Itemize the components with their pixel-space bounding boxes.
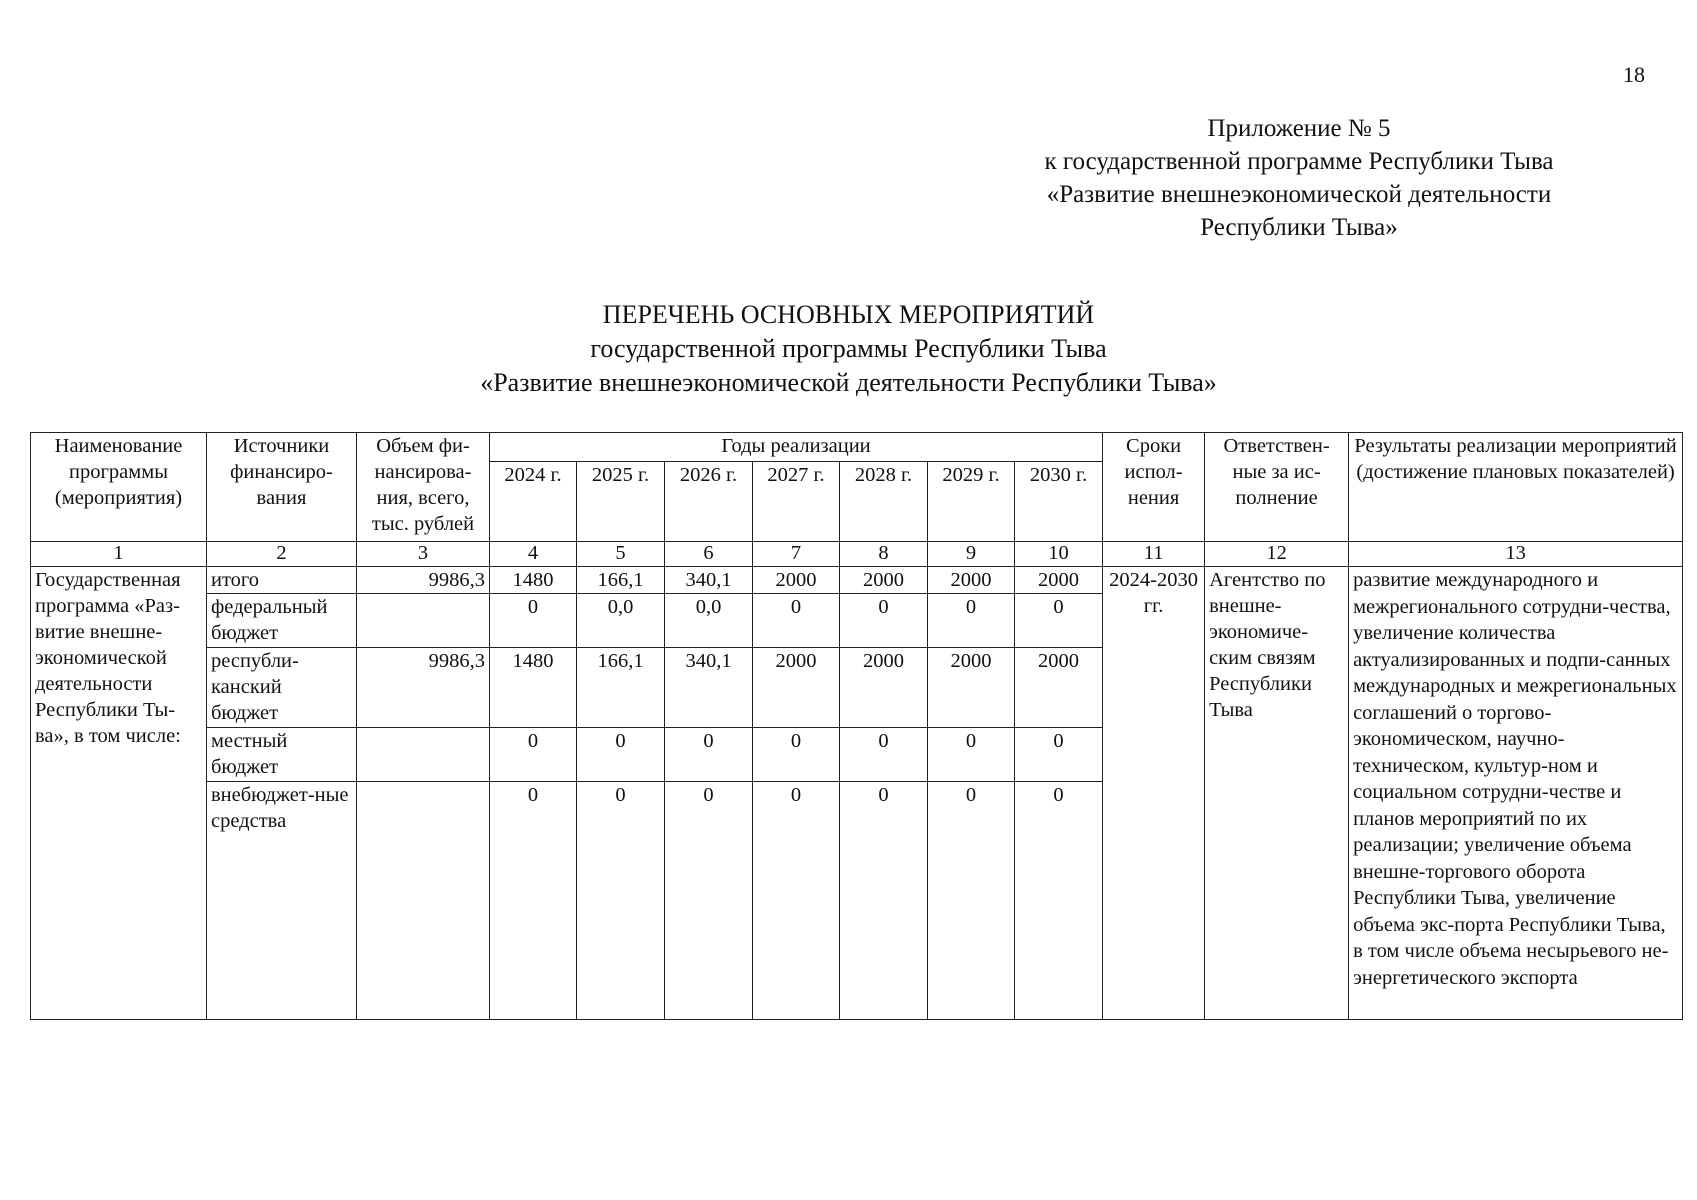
year-value-cell: 0 <box>665 782 753 1020</box>
appendix-line-1: Приложение № 5 <box>1207 115 1391 142</box>
year-value-cell: 2000 <box>1015 567 1103 594</box>
year-value-cell: 0 <box>840 728 928 782</box>
column-number: 7 <box>753 542 840 567</box>
year-value-cell: 166,1 <box>577 567 665 594</box>
document-title <box>0 298 1697 400</box>
year-value-cell: 1480 <box>490 648 577 728</box>
header-responsible: Ответствен-ные за ис-полнение <box>1205 433 1349 542</box>
column-number: 12 <box>1205 542 1349 567</box>
year-value-cell: 0 <box>928 594 1015 648</box>
column-number: 8 <box>840 542 928 567</box>
year-value-cell: 0 <box>1015 728 1103 782</box>
year-value-cell: 0 <box>753 728 840 782</box>
column-number: 6 <box>665 542 753 567</box>
column-number: 13 <box>1349 542 1683 567</box>
year-value-cell: 0 <box>1015 594 1103 648</box>
title-line-3: «Развитие внешнеэкономической деятельности Республики Тыва» <box>480 368 1217 397</box>
column-number-row <box>31 542 1683 567</box>
header-results: Результаты реализации мероприятий (достижение плановых показателей) <box>1349 433 1683 542</box>
year-value-cell: 0 <box>490 728 577 782</box>
year-value-cell: 2000 <box>1015 648 1103 728</box>
source-cell: внебюджет-ные средства <box>207 782 357 1020</box>
measures-table <box>30 432 1683 1020</box>
volume-cell <box>357 594 490 648</box>
source-cell: республи-канский бюджет <box>207 648 357 728</box>
volume-cell <box>357 782 490 1020</box>
year-value-cell: 0,0 <box>577 594 665 648</box>
header-year-2026: 2026 г. <box>665 462 753 542</box>
source-cell: федеральный бюджет <box>207 594 357 648</box>
source-cell: местный бюджет <box>207 728 357 782</box>
year-value-cell: 0 <box>840 594 928 648</box>
page-number: 18 <box>1623 62 1645 87</box>
column-number: 10 <box>1015 542 1103 567</box>
header-year-2027: 2027 г. <box>753 462 840 542</box>
column-number: 4 <box>490 542 577 567</box>
year-value-cell: 0 <box>753 782 840 1020</box>
responsible-cell: Агентство по внешне-экономиче-ским связям Республики Тыва <box>1205 567 1349 1020</box>
table-row <box>31 567 1683 594</box>
year-value-cell: 340,1 <box>665 567 753 594</box>
year-value-cell: 2000 <box>928 567 1015 594</box>
year-value-cell: 0 <box>577 728 665 782</box>
year-value-cell: 0 <box>490 782 577 1020</box>
year-value-cell: 2000 <box>753 648 840 728</box>
year-value-cell: 0 <box>840 782 928 1020</box>
volume-cell: 9986,3 <box>357 567 490 594</box>
volume-cell <box>357 728 490 782</box>
year-value-cell: 2000 <box>753 567 840 594</box>
year-value-cell: 2000 <box>928 648 1015 728</box>
results-cell: развитие международного и межрегионального сотрудни-чества, увеличение количества актуализированных и подпи-санных международных и межрегиональных соглашений о торгово-экономическом, научно-техническом, культур-ном и социальном сотрудни-честве и планов мероприятий по их реализации; увеличение объема внешне-торгового оборота Республики Тыва, увеличение объема экс-порта Республики Тыва, в том числе объема несырьевого не-энергетического экспорта <box>1349 567 1683 1020</box>
year-value-cell: 0 <box>490 594 577 648</box>
volume-cell: 9986,3 <box>357 648 490 728</box>
year-value-cell: 0 <box>928 782 1015 1020</box>
year-value-cell: 1480 <box>490 567 577 594</box>
year-value-cell: 340,1 <box>665 648 753 728</box>
year-value-cell: 0 <box>753 594 840 648</box>
column-number: 9 <box>928 542 1015 567</box>
year-value-cell: 0 <box>1015 782 1103 1020</box>
header-year-2029: 2029 г. <box>928 462 1015 542</box>
year-value-cell: 0 <box>928 728 1015 782</box>
header-year-2028: 2028 г. <box>840 462 928 542</box>
source-cell: итого <box>207 567 357 594</box>
appendix-line-4: Республики Тыва» <box>1200 214 1398 241</box>
terms-cell: 2024-2030 гг. <box>1103 567 1205 1020</box>
year-value-cell: 2000 <box>840 567 928 594</box>
appendix-heading <box>949 112 1649 244</box>
year-value-cell: 2000 <box>840 648 928 728</box>
year-value-cell: 166,1 <box>577 648 665 728</box>
title-line-1: ПЕРЕЧЕНЬ ОСНОВНЫХ МЕРОПРИЯТИЙ <box>602 300 1095 329</box>
header-years-group: Годы реализации <box>490 433 1103 462</box>
title-line-2: государственной программы Республики Тыва <box>590 334 1107 363</box>
header-volume: Объем фи-нансирова-ния, всего, тыс. рублей <box>357 433 490 542</box>
column-number: 3 <box>357 542 490 567</box>
year-value-cell: 0 <box>577 782 665 1020</box>
year-value-cell: 0,0 <box>665 594 753 648</box>
program-name-cell: Государственная программа «Раз-витие внешне-экономической деятельности Республики Ты-ва», в том числе: <box>31 567 207 1020</box>
header-name: Наименование программы (мероприятия) <box>31 433 207 542</box>
year-value-cell: 0 <box>665 728 753 782</box>
appendix-line-2: к государственной программе Республики Тыва <box>1044 148 1554 175</box>
column-number: 1 <box>31 542 207 567</box>
column-number: 11 <box>1103 542 1205 567</box>
header-sources: Источники финансиро-вания <box>207 433 357 542</box>
column-number: 2 <box>207 542 357 567</box>
appendix-line-3: «Развитие внешнеэкономической деятельности <box>1046 181 1552 208</box>
column-number: 5 <box>577 542 665 567</box>
header-year-2025: 2025 г. <box>577 462 665 542</box>
header-year-2024: 2024 г. <box>490 462 577 542</box>
header-terms: Сроки испол-нения <box>1103 433 1205 542</box>
header-year-2030: 2030 г. <box>1015 462 1103 542</box>
